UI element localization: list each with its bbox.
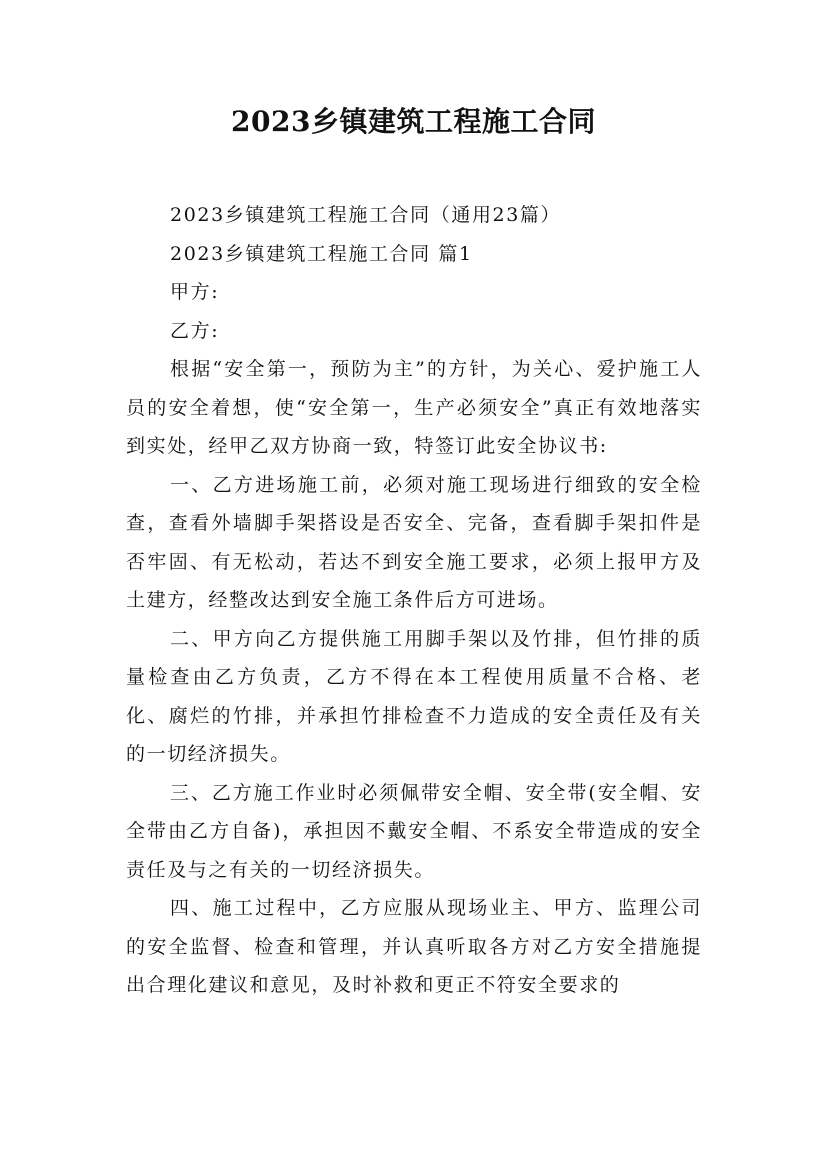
subtitle-paragraph: 2023乡镇建筑工程施工合同（通用23篇） (170, 204, 562, 226)
party-b-label: 乙方: (170, 319, 220, 342)
clause-4-paragraph: 四、施工过程中，乙方应服从现场业主、甲方、监理公司的安全监督、检查和管理，并认真听取各方对乙方安全措施提出合理化建议和意见，及时补救和更正不符安全要求的 (126, 897, 702, 996)
section-heading-paragraph: 2023乡镇建筑工程施工合同 篇1 (170, 242, 473, 265)
document-body (126, 196, 702, 1005)
document-title: 2023乡镇建筑工程施工合同 (231, 105, 596, 138)
party-a-label: 甲方: (170, 281, 220, 303)
intro-paragraph: 根据“安全第一，预防为主”的方针，为关心、爱护施工人员的安全着想，使“安全第一，生产必须安全”真正有效地落实到实处，经甲乙双方协商一致，特签订此安全协议书: (126, 358, 702, 457)
clause-1-paragraph: 一、乙方进场施工前，必须对施工现场进行细致的安全检查，查看外墙脚手架搭设是否安全、完备，查看脚手架扣件是否牢固、有无松动，若达不到安全施工要求，必须上报甲方及土建方，经整改达到安全施工条件后方可进场。 (126, 473, 702, 611)
clause-2-paragraph: 二、甲方向乙方提供施工用脚手架以及竹排，但竹排的质量检查由乙方负责，乙方不得在本工程使用质量不合格、老化、腐烂的竹排，并承担竹排检查不力造成的安全责任及有关的一切经济损失。 (126, 627, 702, 765)
clause-3-paragraph: 三、乙方施工作业时必须佩带安全帽、安全带(安全帽、安全带由乙方自备)，承担因不戴安全帽、不系安全带造成的安全责任及与之有关的一切经济损失。 (126, 781, 702, 881)
